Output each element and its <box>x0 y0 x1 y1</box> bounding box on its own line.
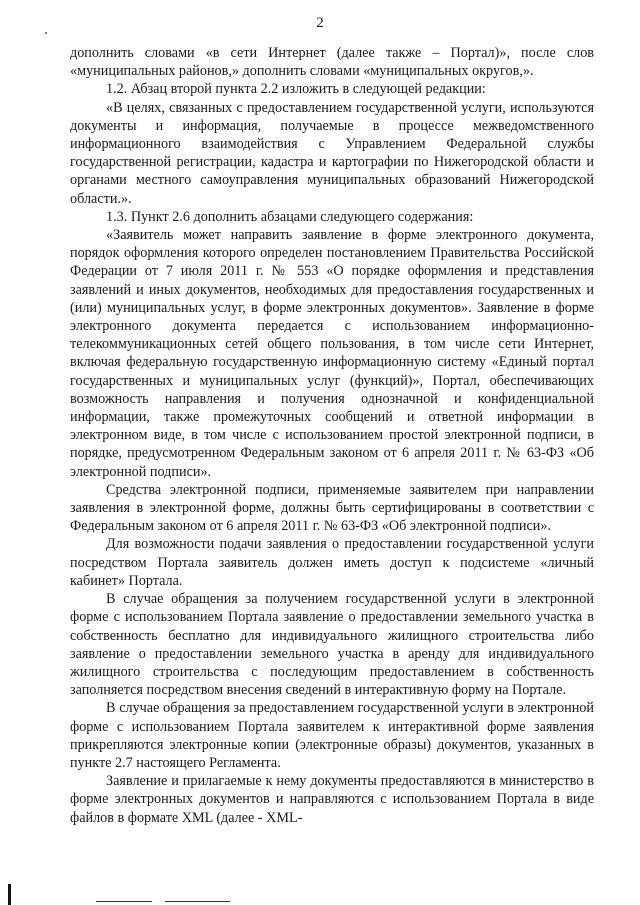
footer-rule <box>165 901 230 902</box>
scan-speck <box>45 32 47 34</box>
paragraph-amendment-1-3: 1.3. Пункт 2.6 дополнить абзацами следующего содержания: <box>106 208 474 225</box>
paragraph-personal-account: Для возможности подачи заявления о предоставлении государственной услуги посредством Портала заявитель должен иметь доступ к подсистеме «личный кабинет» Портала. <box>70 536 594 589</box>
paragraph-interactive-form: В случае обращения за получением государственной услуги в электронной форме с использованием Портала заявление о предоставлении земельного участка в собственность бесплатно для индивидуального жилищного строительства либо заявление о предоставлении земельного участка в аренду для индивидуального жилищного строительства с последующим предоставлением в собственность заполняется посредством внесения сведений в интерактивную форму на Портале. <box>70 591 594 699</box>
footer-rule <box>96 901 152 902</box>
paragraph-quoted-2-2: «В целях, связанных с предоставлением государственной услуги, используются документы и информация, получаемые в процессе межведомственного информационного взаимодействия с Управлением Федеральной службы государственной регистрации, кадастра и картографии по Нижегородской области и органами местного самоуправления муниципальных образований Нижегородской области.». <box>70 99 594 207</box>
document-body <box>70 44 594 827</box>
paragraph-amendment-1-2: 1.2. Абзац второй пункта 2.2 изложить в следующей редакции: <box>106 81 486 98</box>
paragraph-xml-submission: Заявление и прилагаемые к нему документы предоставляются в министерство в форме электронных документов и направляются с использованием Портала в виде файлов в формате XML (далее - XML- <box>70 773 594 826</box>
paragraph-electronic-application: «Заявитель может направить заявление в форме электронного документа, порядок оформления которого определен постановлением Правительства Российской Федерации от 7 июля 2011 г. № 553 «О порядке оформления и представления заявлений и иных документов, необходимых для предоставления государственных и (или) муниципальных услуг, в форме электронных документов». Заявление в форме электронного документа передается с использованием информационно-телекоммуникационных сетей общего пользования, в том числе сети Интернет, включая федеральную государственную информационную систему «Единый портал государственных и муниципальных услуг (функций)», Портал, обеспечивающих возможность направления и получения однозначной и конфиденциальной информации, также промежуточных сообщений и ответной информации в электронном виде, в том числе с использованием простой электронной подписи, в порядке, предусмотренном Федеральным законом от 6 апреля 2011 г. № 63-ФЗ «Об электронной подписи». <box>70 227 594 480</box>
scan-edge-mark <box>8 884 11 905</box>
paragraph-electronic-copies: В случае обращения за предоставлением государственной услуги в электронной форме с использованием Портала заявителем к интерактивной форме заявления прикрепляются электронные копии (электронные образы) документов, указанных в пункте 2.7 настоящего Регламента. <box>70 700 594 771</box>
paragraph-continuation: дополнить словами «в сети Интернет (далее также – Портал)», после слов «муниципальных районов,» дополнить словами «муниципальных округов,». <box>70 45 594 80</box>
paragraph-electronic-signature: Средства электронной подписи, применяемые заявителем при направлении заявления в электронной форме, должны быть сертифицированы в соответствии с Федеральным законом от 6 апреля 2011 г. № 63-ФЗ «Об электронной подписи». <box>70 481 594 535</box>
page-number: 2 <box>316 15 324 31</box>
